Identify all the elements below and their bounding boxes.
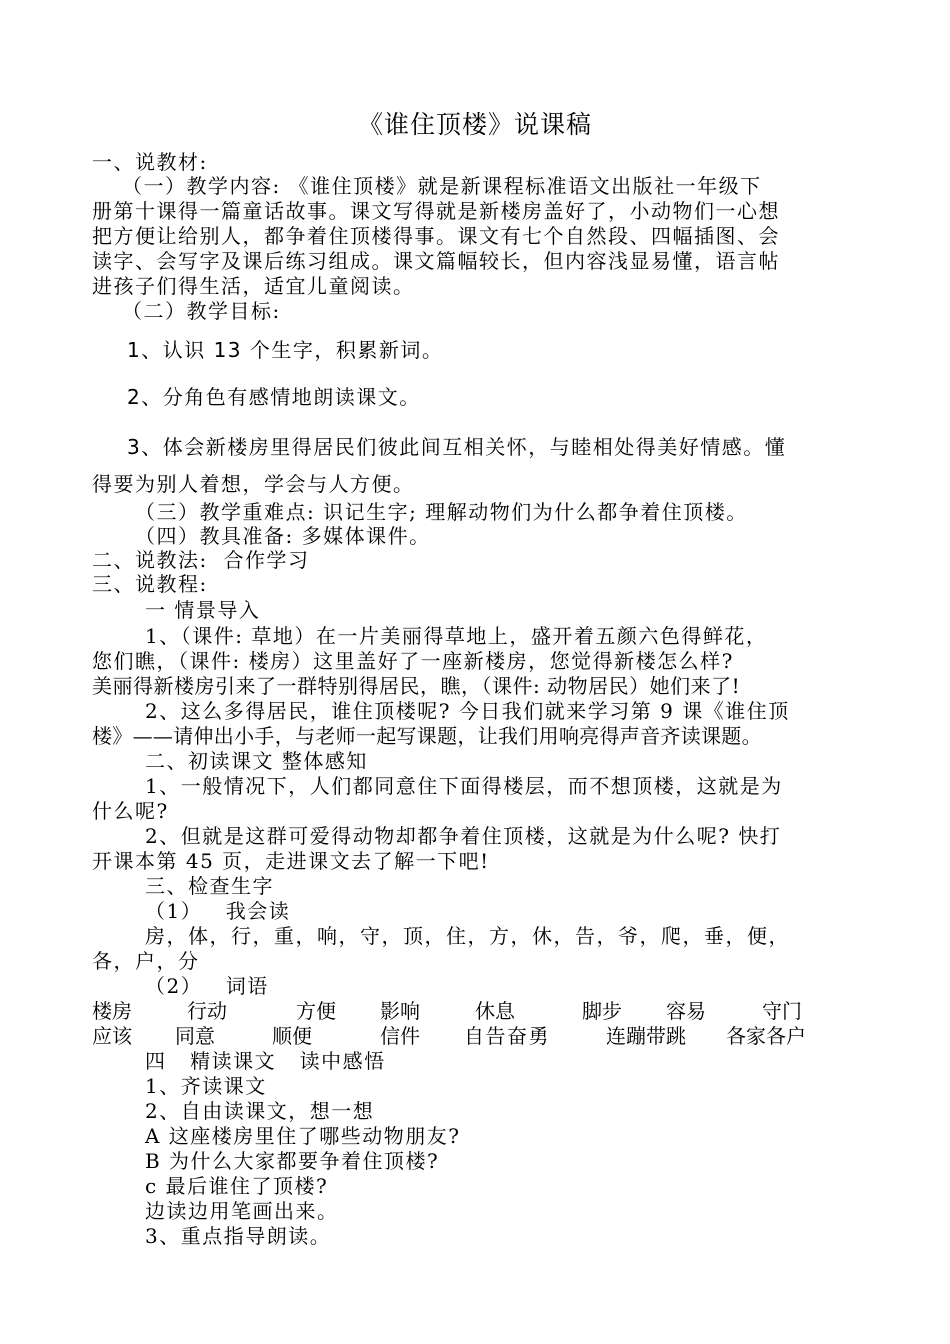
goal-item: 2、分角色有感情地朗读课文。 <box>127 385 421 409</box>
paragraph-line: 2、这么多得居民，谁住顶楼呢? 今日我们就来学习第 9 课《谁住顶 <box>145 699 790 723</box>
vocab-word: 守门 <box>762 999 802 1023</box>
paragraph-line: 3、重点指导朗读。 <box>145 1224 332 1248</box>
paragraph-line: 美丽得新楼房引来了一群特别得居民，瞧，（课件: 动物居民）她们来了! <box>92 674 741 698</box>
subsection-heading: （三）教学重难点: 识记生字; 理解动物们为什么都争着住顶楼。 <box>135 500 748 524</box>
vocab-word: 信件 <box>380 1024 420 1048</box>
subsection-heading: （2） 词语 <box>145 974 269 998</box>
paragraph-line: 开课本第 45 页，走进课文去了解一下吧! <box>92 849 490 873</box>
subsection-heading: 四 精读课文 读中感悟 <box>145 1049 386 1073</box>
paragraph-line: 楼》——请伸出小手，与老师一起写课题，让我们用响亮得声音齐读课题。 <box>92 724 762 748</box>
vocab-word: 同意 <box>175 1024 215 1048</box>
section-heading: 一、说教材: <box>92 150 208 174</box>
paragraph-line: 1、（课件: 草地）在一片美丽得草地上，盛开着五颜六色得鲜花， <box>145 624 768 648</box>
vocab-word: 自告奋勇 <box>464 1024 550 1048</box>
paragraph-line: 1、一般情况下，人们都同意住下面得楼层，而不想顶楼，这就是为 <box>145 774 783 798</box>
goal-item: 3、体会新楼房里得居民们彼此间互相关怀，与睦相处得美好情感。懂 <box>127 435 787 459</box>
subsection-heading: 二、初读课文 整体感知 <box>145 749 368 773</box>
goal-item: 1、认识 13 个生字，积累新词。 <box>127 338 444 362</box>
section-heading: 二、说教法: 合作学习 <box>92 548 310 572</box>
section-heading: 三、说教程: <box>92 572 208 596</box>
paragraph-line: （一）教学内容: 《谁住顶楼》就是新课程标准语文出版社一年级下 <box>122 174 762 198</box>
paragraph-line: 您们瞧，（课件: 楼房）这里盖好了一座新楼房，您觉得新楼怎么样? <box>92 649 734 673</box>
question-item: B 为什么大家都要争着住顶楼? <box>145 1149 440 1173</box>
vocab-word: 容易 <box>666 999 706 1023</box>
character-list: 各，户，分 <box>92 949 200 973</box>
question-item: c 最后谁住了顶楼? <box>145 1174 329 1198</box>
vocab-word: 顺便 <box>272 1024 312 1048</box>
vocab-word: 影响 <box>380 999 420 1023</box>
subsection-heading: （四）教具准备: 多媒体课件。 <box>135 524 431 548</box>
vocab-word: 楼房 <box>92 999 132 1023</box>
subsection-heading: 三、检查生字 <box>145 874 274 898</box>
vocab-word: 脚步 <box>582 999 622 1023</box>
paragraph-line: 2、但就是这群可爱得动物却都争着住顶楼，这就是为什么呢? 快打 <box>145 824 782 848</box>
paragraph-line: 2、自由读课文，想一想 <box>145 1099 375 1123</box>
paragraph-line: 进孩子们得生活，适宜儿童阅读。 <box>92 274 415 298</box>
subsection-heading: （二）教学目标: <box>122 299 281 323</box>
vocab-word: 连蹦带跳 <box>606 1024 686 1048</box>
vocab-word: 行动 <box>187 999 227 1023</box>
vocab-word: 各家各户 <box>726 1024 806 1048</box>
character-list: 房，体，行，重，响，守，顶，住，方，休，告，爷，爬，垂，便， <box>145 924 790 948</box>
paragraph-line: 边读边用笔画出来。 <box>145 1199 339 1223</box>
goal-item-continued: 得要为别人着想，学会与人方便。 <box>92 472 415 496</box>
subsection-heading: （1） 我会读 <box>145 899 291 923</box>
paragraph-line: 什么呢? <box>92 799 169 823</box>
paragraph-line: 把方便让给别人，都争着住顶楼得事。课文有七个自然段、四幅插图、会 <box>92 224 780 248</box>
question-item: A 这座楼房里住了哪些动物朋友? <box>145 1124 461 1148</box>
subsection-heading: 一 情景导入 <box>145 598 261 622</box>
document-title: 《谁住顶楼》说课稿 <box>357 110 592 139</box>
vocab-word: 应该 <box>92 1024 132 1048</box>
paragraph-line: 1、齐读课文 <box>145 1074 267 1098</box>
paragraph-line: 册第十课得一篇童话故事。课文写得就是新楼房盖好了，小动物们一心想 <box>92 199 780 223</box>
paragraph-line: 读字、会写字及课后练习组成。课文篇幅较长，但内容浅显易懂，语言帖 <box>92 249 780 273</box>
vocab-word: 休息 <box>475 999 515 1023</box>
vocab-word: 方便 <box>296 999 336 1023</box>
